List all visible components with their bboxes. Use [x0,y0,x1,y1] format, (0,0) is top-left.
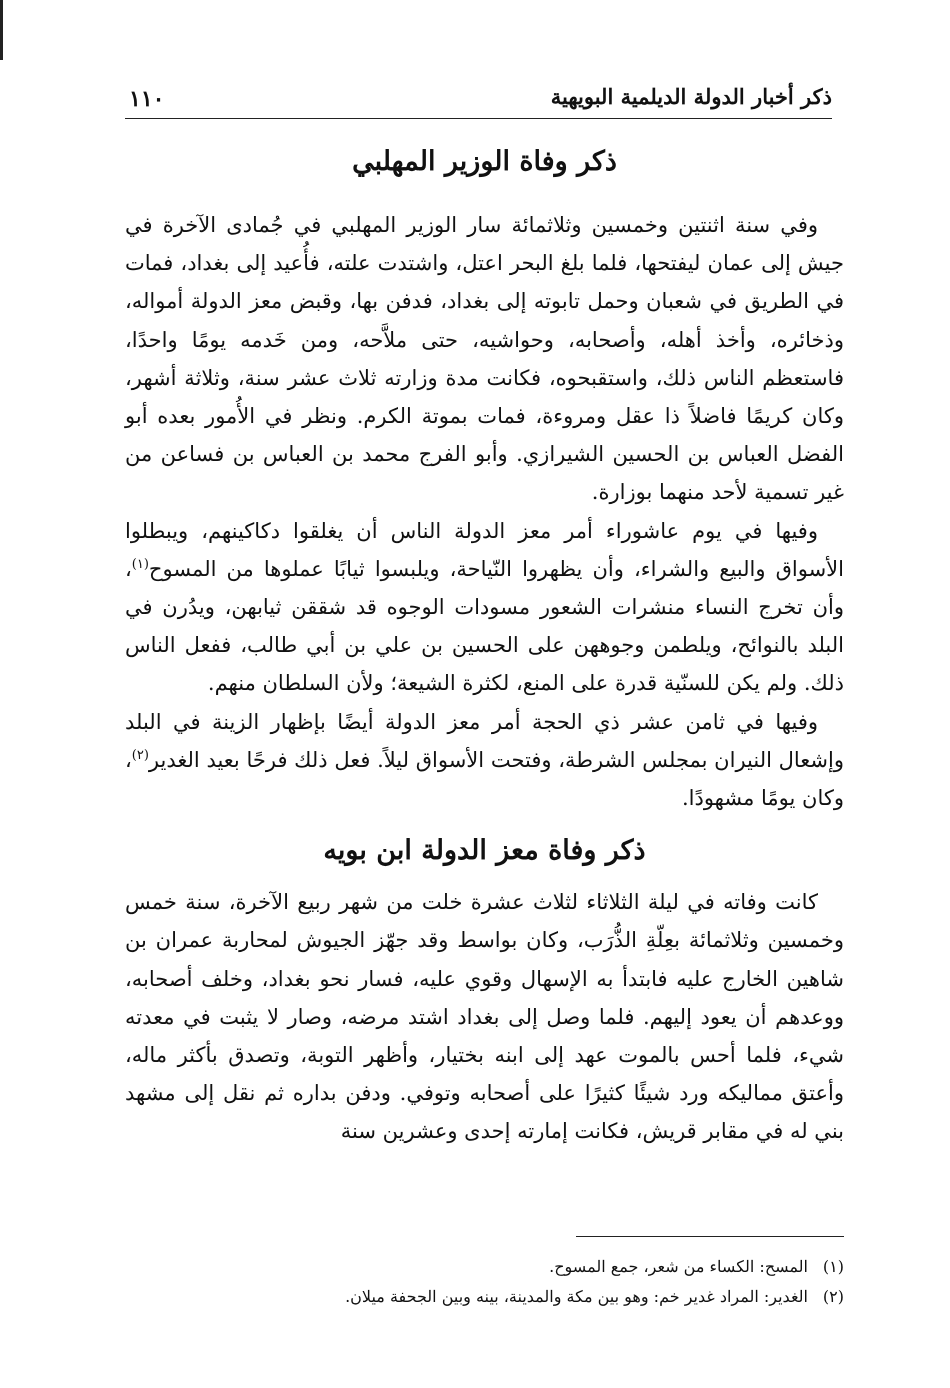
scan-edge-mark [0,0,3,60]
paragraph-text: وفيها في يوم عاشوراء أمر معز الدولة الناس أن يغلقوا دكاكينهم، ويبطلوا الأسواق والبيع والشراء، وأن يظهروا النّياحة، ويلبسوا ثيابًا عملوها من المسوح [125,518,844,581]
footnote-number: (١) [822,1257,844,1276]
paragraph-ghadir [125,703,844,818]
footnote-ref-2[interactable]: (٢) [131,747,149,763]
paragraph-ashura [125,512,844,703]
footnote-text: الغدير: المراد غدير خم: وهو بين مكة والمدينة، بينه وبين الجحفة ميلان. [345,1287,808,1306]
paragraph-muizz-death [125,883,844,1150]
paragraph-text-continued: ، وأن تخرج النساء منشرات الشعور مسودات الوجوه قد شققن ثيابهن، ويدُرن في البلد بالنوائح، ويلطمن وجوههن على الحسين بن علي بن أبي طالب، ففعل الناس ذلك. ولم يكن للسنّية قدرة على المنع، لكثرة الشيعة؛ ولأن السلطان منهم. [125,556,844,696]
running-header [125,84,832,119]
paragraph-mohallabi [125,206,844,512]
footnote-text: المسح: الكساء من شعر، جمع المسوح. [549,1257,808,1276]
footnotes [125,1252,844,1312]
paragraph-text: وفي سنة اثنتين وخمسين وثلاثمائة سار الوزير المهلبي في جُمادى الآخرة في جيش إلى عمان ليفتحها، فلما بلغ البحر اعتل، واشتدت علته، فأُعيد إلى بغداد، فمات في الطريق في شعبان وحمل تابوته إلى بغداد، فدفن بها، وقبض معز الدولة أمواله، وذخائره، وأخذ أهله، وأصحابه، وحواشيه، حتى ملاَّحه، ومن خَدمه يومًا واحدًا، فاستعظم الناس ذلك، واستقبحوه، فكانت مدة وزارته ثلاث عشر سنة، وثلاثة أشهر، وكان كريمًا فاضلاً ذا عقل ومروءة، فمات بموتة الكرم. ونظر في الأُمور بعده أبو الفضل العباس بن الحسين الشيرازي. وأبو الفرج محمد بن العباس بن فساعن من غير تسمية لأحد منهما بوزارة. [125,213,844,505]
paragraph-text-continued: ، وكان يومًا مشهودًا. [125,747,844,811]
footnote-ref-1[interactable]: (١) [131,556,149,572]
footnote-1 [125,1252,844,1282]
paragraph-text: وفيها في ثامن عشر ذي الحجة أمر معز الدولة أيضًا بإظهار الزينة في البلد وإشعال النيران بمجلس الشرطة، وفتحت الأسواق ليلاً. فعل ذلك فرحًا بعيد الغدير [125,709,844,772]
paragraph-text: كانت وفاته في ليلة الثلاثاء لثلاث عشرة خلت من شهر ربيع الآخرة، سنة خمس وخمسين وثلاثمائة بعِلّةِ الذُّرَب، وكان بواسط وقد جهّز الجيوش لمحاربة عمران بن شاهين الخارج عليه فابتدأ به الإسهال وقوي عليه، فسار نحو بغداد، وخلف أصحابه، ووعدهم أن يعود إليهم. فلما وصل إلى بغداد اشتد مرضه، وصار لا يثبت في معدته شيء، فلما أحس بالموت عهد إلى ابنه بختيار، وأظهر التوبة، وتصدق بأكثر ماله، وأعتق مماليكه ورد شيئًا كثيرًا على أصحابه وتوفي. ودفن بداره ثم نقل إلى مشهد بني له في مقابر قريش، فكانت إمارته إحدى وعشرين سنة [125,890,844,1144]
page-number: ١١٠ [129,86,165,112]
section-heading-muizz-death: ذكر وفاة معز الدولة ابن بويه [323,835,646,867]
running-title: ذكر أخبار الدولة الديلمية البويهية [550,84,832,109]
main-text [125,140,844,1151]
footnote-number: (٢) [822,1287,844,1306]
footnote-2 [125,1282,844,1312]
footnote-divider [576,1236,844,1237]
section-heading-mohallabi-death: ذكر وفاة الوزير المهلبي [352,146,617,177]
